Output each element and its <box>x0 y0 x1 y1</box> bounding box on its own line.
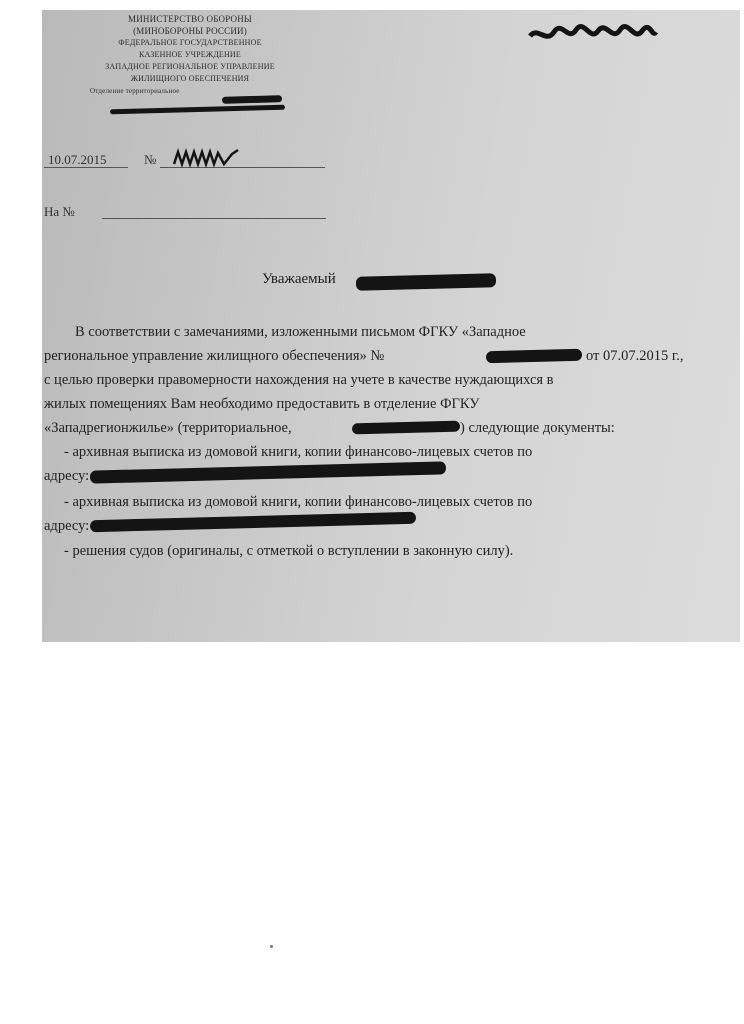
letterhead <box>70 13 310 97</box>
letterhead-department: Отделение территориальное <box>90 87 180 95</box>
body-line-1: В соответствии с замечаниями, изложенными письмом ФГКУ «Западное <box>75 324 526 340</box>
salutation: Уважаемый <box>262 271 336 287</box>
redaction-letter-number <box>486 349 582 364</box>
reply-to-underline <box>102 218 326 219</box>
letterhead-federal: ФЕДЕРАЛЬНОЕ ГОСУДАРСТВЕННОЕ <box>118 38 262 47</box>
list-item-1: - архивная выписка из домовой книги, копии финансово-лицевых счетов по <box>64 444 533 460</box>
letterhead-ministry-short: (МИНОБОРОНЫ РОССИИ) <box>133 26 247 36</box>
letterhead-directorate: ЗАПАДНОЕ РЕГИОНАЛЬНОЕ УПРАВЛЕНИЕ <box>105 62 275 71</box>
scan-speck <box>270 945 273 948</box>
reply-to-label: На № <box>44 204 75 219</box>
date-underline <box>44 167 128 168</box>
body-line-5: «Западрегионжилье» (территориальное, <box>44 420 292 436</box>
body-line-3: с целью проверки правомерности нахождения на учете в качестве нуждающихся в <box>44 372 554 388</box>
body-line-2-date: от 07.07.2015 г., <box>586 348 684 364</box>
list-item-2: - архивная выписка из домовой книги, копии финансово-лицевых счетов по <box>64 494 533 510</box>
list-item-1-address: адресу: <box>44 468 90 484</box>
body-line-2: региональное управление жилищного обеспечения» № <box>44 348 385 364</box>
letter-date: 10.07.2015 <box>48 152 107 167</box>
list-item-3: - решения судов (оригиналы, с отметкой о вступлении в законную силу). <box>64 543 514 559</box>
letterhead-ministry: МИНИСТЕРСТВО ОБОРОНЫ <box>128 14 252 24</box>
handwritten-scribble-top-right <box>528 22 658 46</box>
letterhead-institution: КАЗЕННОЕ УЧРЕЖДЕНИЕ <box>139 50 241 59</box>
body-line-5-tail: ) следующие документы: <box>460 420 615 436</box>
letter-number-label: № <box>144 152 157 167</box>
body-line-4: жилых помещениях Вам необходимо предоставить в отделение ФГКУ <box>44 396 480 412</box>
letterhead-housing: ЖИЛИЩНОГО ОБЕСПЕЧЕНИЯ <box>130 74 250 83</box>
list-item-2-address: адресу: <box>44 518 90 534</box>
handwritten-number <box>172 148 242 170</box>
